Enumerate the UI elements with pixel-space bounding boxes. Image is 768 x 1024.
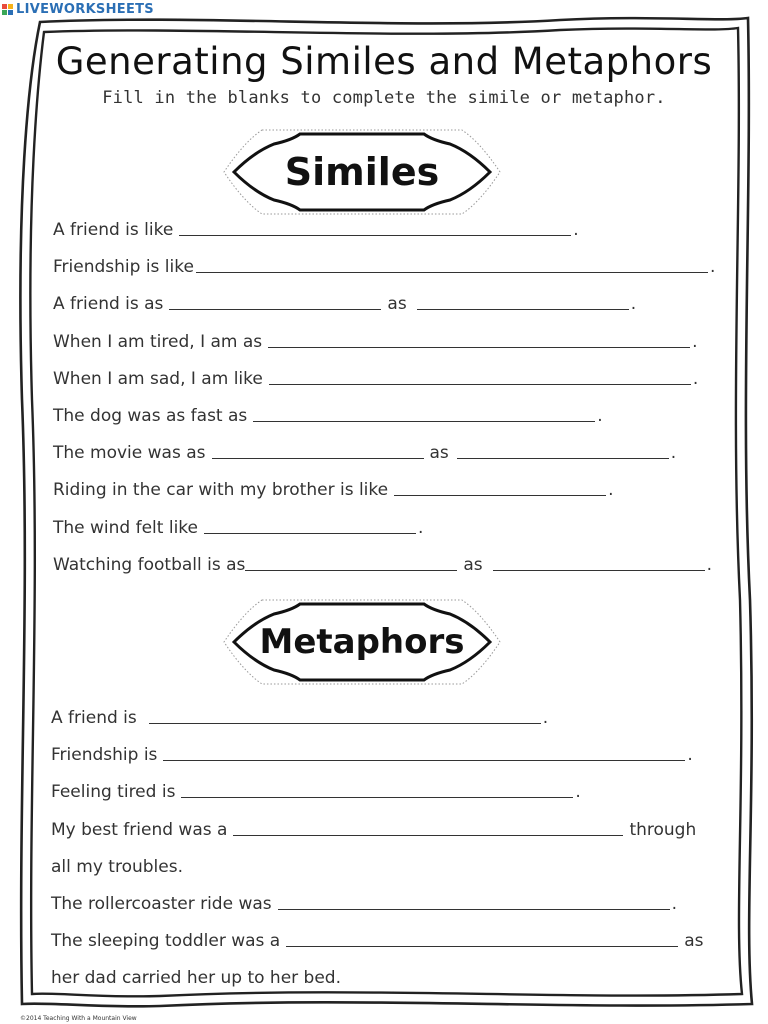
- logo-icon: [2, 4, 13, 15]
- simile-item-1: [53, 218, 579, 240]
- metaphor-prompt: A friend is: [51, 708, 137, 728]
- simile-item-3: [53, 292, 636, 314]
- period: .: [692, 369, 699, 389]
- simile-prompt: A friend is as: [53, 294, 164, 314]
- simile-as: as: [387, 294, 407, 314]
- period: .: [709, 257, 716, 277]
- answer-blank[interactable]: [253, 420, 595, 422]
- simile-item-10: [53, 553, 712, 575]
- period: .: [670, 443, 677, 463]
- metaphor-prompt: Feeling tired is: [51, 782, 176, 802]
- answer-blank[interactable]: [163, 759, 685, 761]
- period: .: [630, 294, 637, 314]
- answer-blank[interactable]: [286, 945, 678, 947]
- answer-blank-1[interactable]: [245, 569, 457, 571]
- answer-blank[interactable]: [204, 532, 416, 534]
- simile-item-8: [53, 478, 614, 500]
- simile-item-4: [53, 330, 698, 352]
- simile-as: as: [463, 555, 483, 575]
- similes-banner: [222, 122, 502, 222]
- worksheet-instructions: Fill in the blanks to complete the simile or metaphor.: [102, 88, 666, 108]
- period: .: [573, 220, 579, 240]
- simile-item-5: [53, 367, 698, 389]
- period: .: [597, 406, 603, 426]
- worksheet-title: Generating Similes and Metaphors: [55, 40, 713, 83]
- simile-prompt: When I am tired, I am as: [53, 332, 263, 352]
- answer-blank[interactable]: [269, 383, 691, 385]
- metaphor-item-6: [51, 929, 704, 951]
- answer-blank[interactable]: [278, 908, 670, 910]
- period: .: [671, 894, 678, 914]
- answer-blank[interactable]: [394, 494, 606, 496]
- period: .: [687, 745, 693, 765]
- metaphor-item-4-continued: [51, 855, 183, 877]
- metaphors-banner: [222, 592, 502, 692]
- metaphor-continuation: through: [629, 820, 697, 840]
- answer-blank-1[interactable]: [169, 308, 381, 310]
- simile-item-7: [53, 441, 676, 463]
- answer-blank-2[interactable]: [493, 569, 705, 571]
- metaphor-item-3: [51, 780, 581, 802]
- period: .: [542, 708, 549, 728]
- logo-text: LIVEWORKSHEETS: [16, 1, 154, 17]
- answer-blank[interactable]: [196, 271, 708, 273]
- copyright-footer: ©2014 Teaching With a Mountain View: [20, 1015, 137, 1022]
- answer-blank[interactable]: [149, 722, 541, 724]
- metaphor-prompt: The sleeping toddler was a: [51, 931, 281, 951]
- simile-prompt: Friendship is like: [53, 257, 194, 277]
- simile-prompt: The wind felt like: [53, 518, 198, 538]
- answer-blank-2[interactable]: [417, 308, 629, 310]
- period: .: [575, 782, 581, 802]
- metaphor-prompt-continued: her dad carried her up to her bed.: [51, 968, 341, 988]
- metaphor-item-4: [51, 818, 696, 840]
- simile-prompt: A friend is like: [53, 220, 174, 240]
- simile-prompt: The dog was as fast as: [53, 406, 248, 426]
- simile-prompt: When I am sad, I am like: [53, 369, 263, 389]
- period: .: [608, 480, 614, 500]
- metaphor-prompt: My best friend was a: [51, 820, 228, 840]
- answer-blank[interactable]: [181, 796, 573, 798]
- answer-blank-2[interactable]: [457, 457, 669, 459]
- metaphor-prompt-continued: all my troubles.: [51, 857, 183, 877]
- period: .: [706, 555, 713, 575]
- simile-item-6: [53, 404, 603, 426]
- metaphor-prompt: Friendship is: [51, 745, 158, 765]
- simile-as: as: [429, 443, 449, 463]
- simile-prompt: Riding in the car with my brother is like: [53, 480, 389, 500]
- metaphor-item-6-continued: [51, 966, 341, 988]
- metaphor-prompt: The rollercoaster ride was: [51, 894, 272, 914]
- similes-heading: Similes: [284, 150, 440, 194]
- period: .: [692, 332, 698, 352]
- answer-blank[interactable]: [268, 346, 690, 348]
- simile-prompt: The movie was as: [53, 443, 206, 463]
- simile-item-2: [53, 255, 715, 277]
- metaphors-heading: Metaphors: [259, 622, 465, 662]
- simile-item-9: [53, 516, 423, 538]
- metaphor-item-1: [51, 706, 548, 728]
- answer-blank[interactable]: [233, 834, 623, 836]
- metaphor-item-5: [51, 892, 677, 914]
- simile-prompt: Watching football is as: [53, 555, 246, 575]
- metaphor-item-2: [51, 743, 693, 765]
- answer-blank-1[interactable]: [212, 457, 424, 459]
- period: .: [418, 518, 424, 538]
- liveworksheets-logo: [2, 1, 154, 17]
- answer-blank[interactable]: [179, 234, 571, 236]
- metaphor-continuation: as: [684, 931, 704, 951]
